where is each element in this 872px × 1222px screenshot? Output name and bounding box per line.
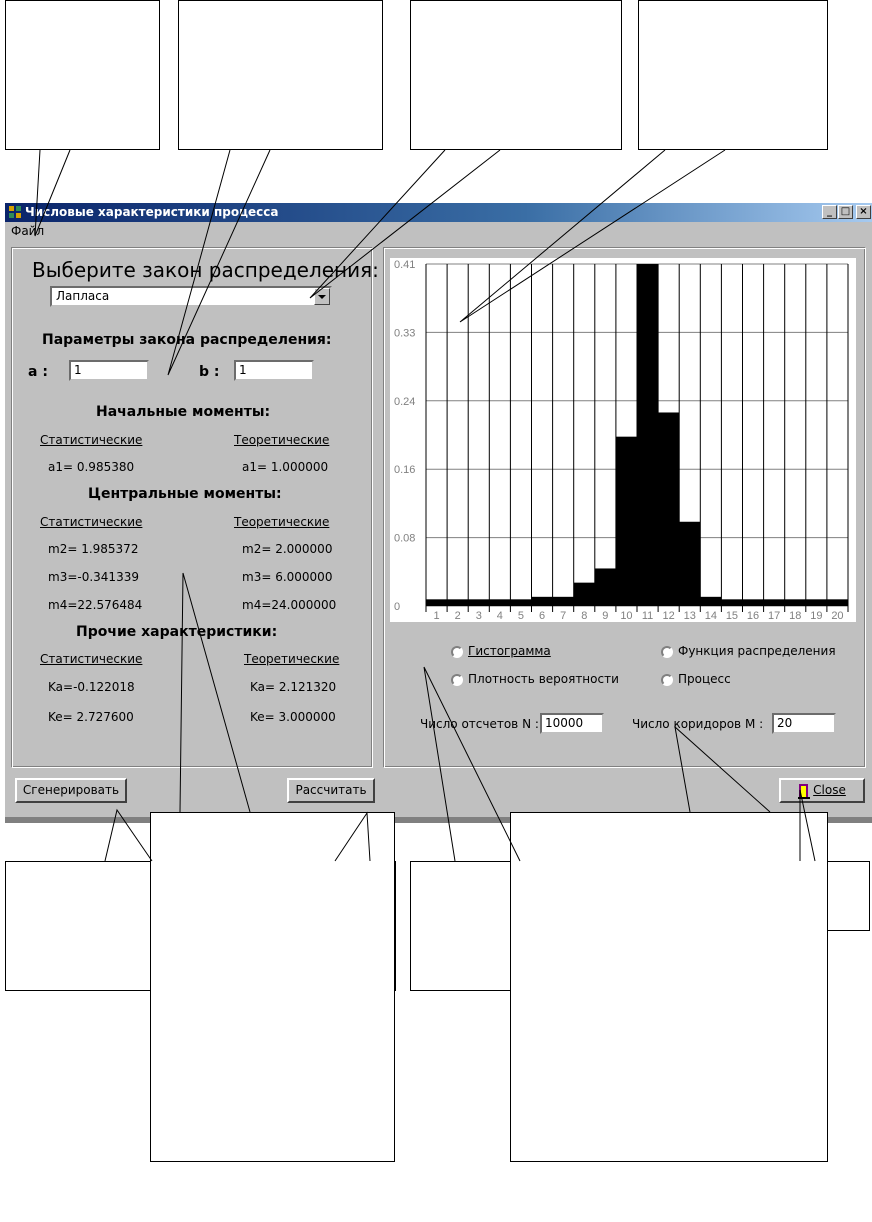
radio-density-label[interactable]: Плотность вероятности <box>468 672 619 686</box>
pointer-9 <box>180 573 250 812</box>
pointer-3 <box>310 150 500 298</box>
a1-stat: a1= 0.985380 <box>48 460 135 474</box>
central-stat-header: Статистические <box>40 515 143 529</box>
m3-stat: m3=-0.341339 <box>48 570 139 584</box>
x-tick-label: 1 <box>433 610 440 622</box>
x-tick-label: 14 <box>704 610 717 622</box>
other-theor-header: Теоретические <box>244 652 340 666</box>
y-tick-label: 0.33 <box>394 327 416 340</box>
initial-stat-header: Статистические <box>40 433 143 447</box>
x-tick-label: 13 <box>683 610 696 622</box>
x-tick-label: 16 <box>746 610 760 622</box>
law-select-value: Лапласа <box>56 289 110 303</box>
y-tick-label: 0.16 <box>394 464 416 477</box>
choose-law-label: Выберите закон распределения: <box>32 258 379 282</box>
a-label: a : <box>28 364 48 380</box>
menu-file[interactable]: Файл <box>11 224 45 238</box>
close-button-label: Close <box>813 783 846 797</box>
pointer-7 <box>424 667 520 861</box>
m4-stat: m4=22.576484 <box>48 598 143 612</box>
pointer-1 <box>35 150 70 236</box>
pointer-4 <box>460 150 725 322</box>
x-tick-label: 12 <box>662 610 675 622</box>
a-input[interactable]: 1 <box>69 360 149 381</box>
x-tick-label: 3 <box>475 610 482 622</box>
x-tick-label: 11 <box>641 610 654 622</box>
calculate-button[interactable]: Рассчитать <box>287 778 375 803</box>
x-tick-label: 2 <box>454 610 461 622</box>
x-tick-label: 4 <box>496 610 503 622</box>
m4-theor: m4=24.000000 <box>242 598 337 612</box>
pointer-6 <box>335 813 370 861</box>
radio-histogram-label[interactable]: Гистограмма <box>468 644 551 658</box>
x-tick-label: 9 <box>602 610 609 622</box>
b-label: b : <box>199 364 220 380</box>
generate-button[interactable]: Сгенерировать <box>15 778 127 803</box>
m-input[interactable]: 20 <box>772 713 836 734</box>
m2-theor: m2= 2.000000 <box>242 542 333 556</box>
x-tick-label: 20 <box>831 610 844 622</box>
ke-stat: Ke= 2.727600 <box>48 710 134 724</box>
other-stat-header: Статистические <box>40 652 143 666</box>
central-moments-title: Центральные моменты: <box>88 486 282 502</box>
y-tick-label: 0.08 <box>394 532 416 545</box>
initial-moments-title: Начальные моменты: <box>96 404 271 420</box>
ka-theor: Ka= 2.121320 <box>250 680 337 694</box>
x-tick-label: 7 <box>560 610 567 622</box>
b-input[interactable]: 1 <box>234 360 314 381</box>
minimize-button[interactable]: _ <box>822 205 837 219</box>
pointer-5 <box>105 810 152 861</box>
x-tick-label: 5 <box>517 610 525 622</box>
y-tick-label: 0.41 <box>394 259 416 271</box>
params-title: Параметры закона распределения: <box>42 332 332 348</box>
x-tick-label: 8 <box>581 610 588 622</box>
radio-distribution-label[interactable]: Функция распределения <box>678 644 836 658</box>
n-input[interactable]: 10000 <box>540 713 604 734</box>
m2-stat: m2= 1.985372 <box>48 542 139 556</box>
initial-theor-header: Теоретические <box>234 433 330 447</box>
pointer-2 <box>168 150 270 375</box>
radio-process-label[interactable]: Процесс <box>678 672 731 686</box>
maximize-button[interactable]: □ <box>838 205 853 219</box>
ke-theor: Ke= 3.000000 <box>250 710 336 724</box>
pointer-10 <box>675 727 770 812</box>
x-tick-label: 15 <box>725 610 739 622</box>
pointer-8 <box>800 790 815 861</box>
x-tick-label: 17 <box>768 610 781 622</box>
y-tick-label: 0 <box>394 601 401 613</box>
x-tick-label: 6 <box>538 610 546 622</box>
x-tick-label: 18 <box>789 610 802 622</box>
window-title: Числовые характеристики процесса <box>25 205 279 219</box>
m3-theor: m3= 6.000000 <box>242 570 333 584</box>
other-chars-title: Прочие характеристики: <box>76 624 278 640</box>
central-theor-header: Теоретические <box>234 515 330 529</box>
window-close-button[interactable]: × <box>856 205 871 219</box>
ka-stat: Ka=-0.122018 <box>48 680 135 694</box>
n-label: Число отсчетов N : <box>420 717 539 731</box>
a1-theor: a1= 1.000000 <box>242 460 329 474</box>
x-tick-label: 19 <box>810 610 823 622</box>
m-label: Число коридоров M : <box>632 717 764 731</box>
x-tick-label: 10 <box>620 610 633 622</box>
y-tick-label: 0.24 <box>394 395 416 408</box>
